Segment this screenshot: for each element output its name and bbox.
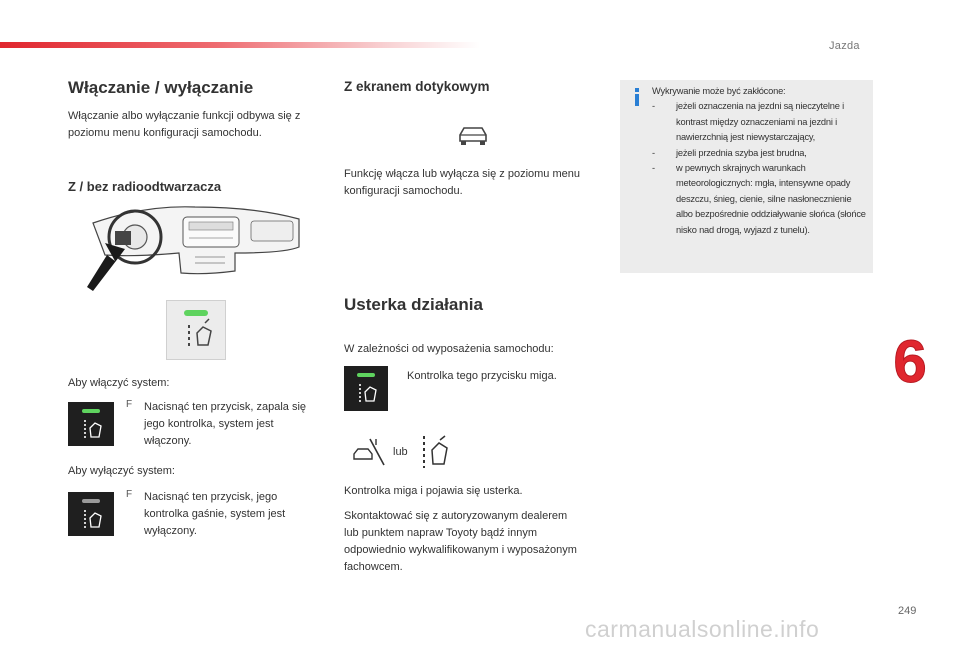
info-item: - jeżeli oznaczenia na jezdni są nieczytelne i kontrast między oznaczeniami na jezdni i nawierzchnią jest niewystarczający, xyxy=(652,101,844,143)
enable-label: Aby włączyć system: xyxy=(68,377,170,389)
fault-lamp-text: Kontrolka miga i pojawia się usterka. xyxy=(344,485,523,497)
bullet-icon: F xyxy=(126,399,133,410)
lane-button-on xyxy=(68,402,114,446)
section-title: Jazda xyxy=(829,40,860,52)
car-outline-icon xyxy=(457,125,489,147)
dashboard-illustration xyxy=(85,203,305,295)
fault-intro: W zależności od wyposażenia samochodu: xyxy=(344,343,554,355)
lane-keeping-icon xyxy=(189,319,211,349)
page-number: 249 xyxy=(898,605,917,617)
header-accent-bar xyxy=(0,42,480,48)
watermark: carmanualsonline.info xyxy=(585,616,820,642)
fault-contact-text: Skontaktować się z autoryzowanym dealerem lub punktem napraw Toyoty bądź innym odpowiednio wykwalifikowanym i wyposażonym fachowcem. xyxy=(344,510,577,573)
lane-warning-icon xyxy=(352,437,386,467)
lane-button-blinking xyxy=(344,366,388,411)
lane-keeping-icon xyxy=(420,434,450,470)
title-on-off: Włączanie / wyłączanie xyxy=(68,78,254,97)
disable-label: Aby wyłączyć system: xyxy=(68,465,175,477)
info-lead: Wykrywanie może być zakłócone: xyxy=(652,86,786,96)
info-item: - jeżeli przednia szyba jest brudna, xyxy=(652,147,807,158)
subtitle-radio: Z / bez radioodtwarzacza xyxy=(68,179,222,194)
info-item: - w pewnych skrajnych warunkach meteorologicznych: mgła, intensywne opady deszczu, śnieg, cienie, silne nasłonecznienie albo bezpośrednie oddziaływanie słońca (słońce nisko nad drogą, wyjazd z tunelu). xyxy=(652,163,866,235)
disable-step: F Nacisnąć ten przycisk, jego kontrolka gaśnie, system jest wyłączony. xyxy=(126,489,318,540)
or-text: lub xyxy=(393,446,408,458)
lane-button-off xyxy=(68,492,114,536)
fault-blink-text: Kontrolka tego przycisku miga. xyxy=(407,370,557,382)
title-fault: Usterka działania xyxy=(344,295,483,314)
enable-step: F Nacisnąć ten przycisk, zapala się jego kontrolka, system jest włączony. xyxy=(126,399,318,450)
bullet-icon: F xyxy=(126,489,133,500)
touch-text: Funkcję włącza lub wyłącza się z poziomu menu konfiguracji samochodu. xyxy=(344,168,580,197)
chapter-number xyxy=(880,330,940,390)
intro-text: Włączanie albo wyłączanie funkcji odbywa się z poziomu menu konfiguracji samochodu. xyxy=(68,110,301,139)
info-icon xyxy=(630,88,644,106)
svg-text:6: 6 xyxy=(893,330,927,390)
title-touchscreen: Z ekranem dotykowym xyxy=(344,79,490,94)
info-text xyxy=(652,84,870,238)
lane-button-zoom xyxy=(166,300,226,360)
